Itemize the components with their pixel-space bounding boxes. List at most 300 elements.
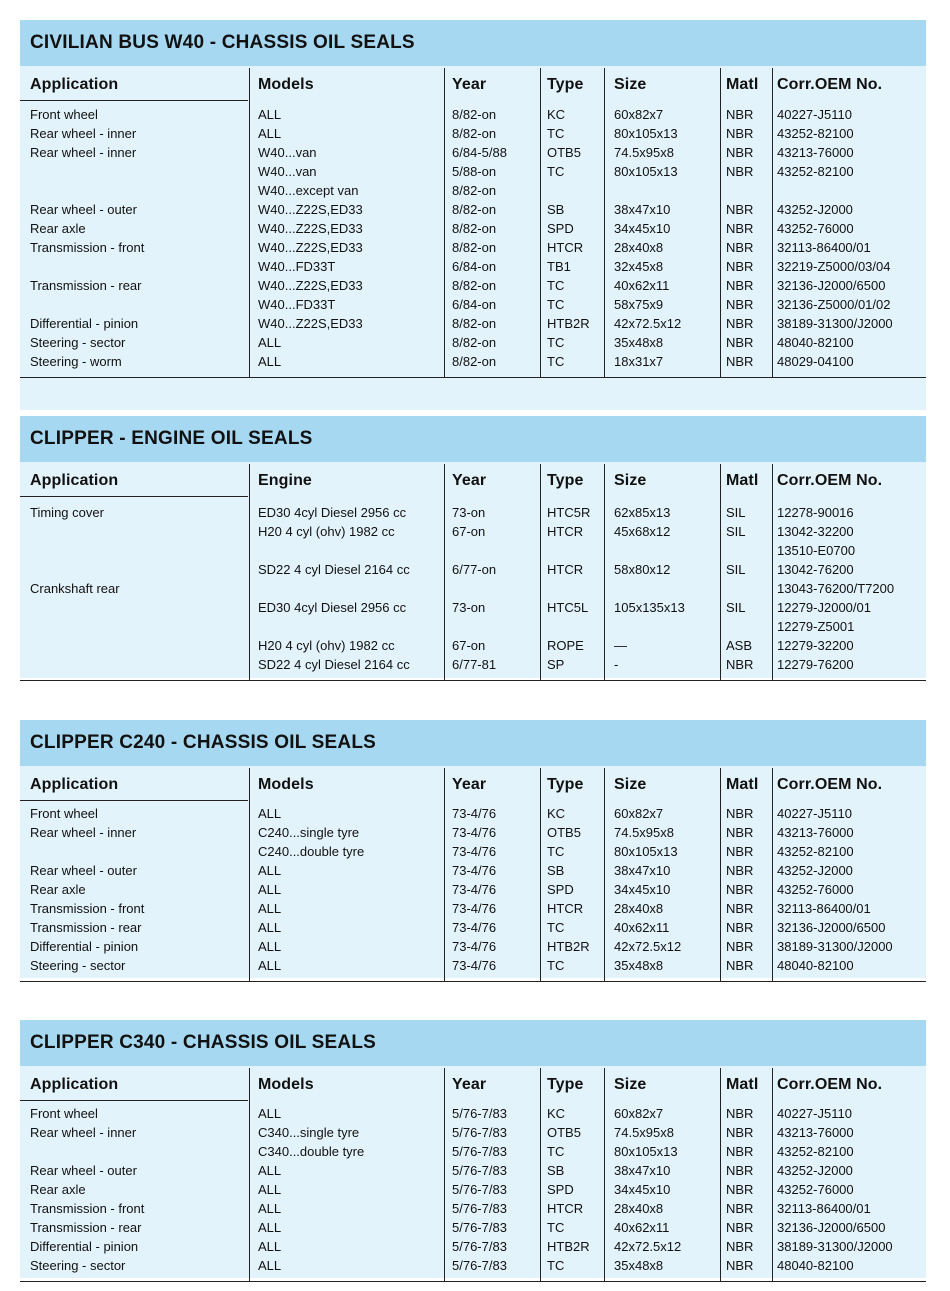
cell-app: Differential - pinion: [30, 939, 139, 954]
column-header-model: Models: [258, 76, 314, 93]
cell-model: W40...FD33T: [258, 297, 336, 312]
cell-year: 5/76-7/83: [452, 1201, 507, 1216]
cell-size: 38x47x10: [614, 202, 671, 217]
cell-type: HTC5L: [547, 600, 589, 615]
cell-matl: NBR: [726, 316, 754, 331]
cell-size: 32x45x8: [614, 259, 664, 274]
cell-size: —: [614, 638, 627, 653]
column-divider: [720, 464, 721, 680]
cell-size: 80x105x13: [614, 126, 678, 141]
cell-oem: 32136-J2000/6500: [777, 920, 886, 935]
table-bottom-rule: [20, 377, 926, 378]
cell-year: 5/76-7/83: [452, 1144, 507, 1159]
cell-app: Transmission - front: [30, 901, 145, 916]
cell-type: SPD: [547, 882, 574, 897]
cell-type: ROPE: [547, 638, 584, 653]
cell-matl: SIL: [726, 505, 746, 520]
cell-model: ALL: [258, 920, 282, 935]
column-header-matl: Matl: [726, 76, 759, 93]
cell-year: 5/76-7/83: [452, 1106, 507, 1121]
cell-model: W40...except van: [258, 183, 359, 198]
cell-oem: 48040-82100: [777, 335, 854, 350]
cell-model: W40...Z22S,ED33: [258, 278, 363, 293]
cell-model: H20 4 cyl (ohv) 1982 cc: [258, 524, 395, 539]
cell-year: 73-4/76: [452, 939, 497, 954]
cell-type: HTCR: [547, 562, 584, 577]
cell-app: Transmission - rear: [30, 278, 142, 293]
cell-size: 74.5x95x8: [614, 1125, 674, 1140]
cell-matl: NBR: [726, 354, 754, 369]
column-divider: [772, 1068, 773, 1281]
cell-model: ALL: [258, 1163, 282, 1178]
cell-type: TC: [547, 920, 565, 935]
cell-model: SD22 4 cyl Diesel 2164 cc: [258, 562, 410, 577]
cell-matl: NBR: [726, 164, 754, 179]
cell-app: Crankshaft rear: [30, 581, 120, 596]
cell-model: ED30 4cyl Diesel 2956 cc: [258, 600, 407, 615]
cell-year: 8/82-on: [452, 126, 497, 141]
cell-matl: NBR: [726, 335, 754, 350]
cell-size: 40x62x11: [614, 920, 670, 935]
cell-type: SP: [547, 657, 565, 672]
cell-matl: NBR: [726, 126, 754, 141]
cell-type: SB: [547, 863, 565, 878]
cell-matl: NBR: [726, 221, 754, 236]
cell-year: 73-4/76: [452, 882, 497, 897]
cell-year: 8/82-on: [452, 278, 497, 293]
column-divider: [720, 1068, 721, 1281]
cell-type: HTB2R: [547, 939, 590, 954]
cell-type: OTB5: [547, 145, 581, 160]
cell-model: C240...single tyre: [258, 825, 360, 840]
cell-model: ALL: [258, 939, 282, 954]
column-header-year: Year: [452, 472, 487, 489]
cell-size: 28x40x8: [614, 240, 664, 255]
cell-size: 40x62x11: [614, 278, 670, 293]
column-header-type: Type: [547, 1076, 584, 1093]
column-divider: [604, 464, 605, 680]
cell-model: ALL: [258, 901, 282, 916]
cell-model: ALL: [258, 1258, 282, 1273]
cell-type: OTB5: [547, 825, 581, 840]
cell-year: 5/76-7/83: [452, 1182, 507, 1197]
cell-year: 5/76-7/83: [452, 1163, 507, 1178]
cell-model: W40...FD33T: [258, 259, 336, 274]
cell-model: W40...Z22S,ED33: [258, 316, 363, 331]
column-header-type: Type: [547, 776, 584, 793]
cell-app: Rear wheel - inner: [30, 1125, 137, 1140]
cell-year: 8/82-on: [452, 354, 497, 369]
section-title: CLIPPER C240 - CHASSIS OIL SEALS: [20, 720, 926, 766]
cell-oem: 12279-32200: [777, 638, 854, 653]
cell-oem: 32113-86400/01: [777, 240, 871, 255]
table-bottom-rule: [20, 1281, 926, 1282]
cell-year: 73-4/76: [452, 825, 497, 840]
cell-model: SD22 4 cyl Diesel 2164 cc: [258, 657, 410, 672]
cell-oem: 48040-82100: [777, 958, 854, 973]
cell-app: Rear wheel - inner: [30, 825, 137, 840]
cell-app: Transmission - front: [30, 1201, 145, 1216]
cell-type: OTB5: [547, 1125, 581, 1140]
cell-oem: 43252-J2000: [777, 863, 853, 878]
cell-oem: 48040-82100: [777, 1258, 854, 1273]
table-bottom-rule: [20, 981, 926, 982]
cell-year: 5/76-7/83: [452, 1258, 507, 1273]
cell-model: ALL: [258, 1106, 282, 1121]
cell-app: Rear wheel - outer: [30, 863, 137, 878]
column-header-size: Size: [614, 472, 647, 489]
cell-type: HTC5R: [547, 505, 591, 520]
column-divider: [604, 768, 605, 981]
column-divider: [772, 464, 773, 680]
column-divider: [444, 68, 445, 377]
cell-size: 80x105x13: [614, 1144, 678, 1159]
column-divider: [249, 768, 250, 981]
header-rule: [20, 800, 248, 801]
cell-app: Transmission - rear: [30, 920, 142, 935]
cell-size: -: [614, 657, 619, 672]
column-header-oem: Corr.OEM No.: [777, 776, 883, 793]
cell-model: ALL: [258, 107, 282, 122]
cell-size: 42x72.5x12: [614, 1239, 682, 1254]
cell-oem: 32136-Z5000/01/02: [777, 297, 891, 312]
cell-year: 8/82-on: [452, 202, 497, 217]
cell-year: 8/82-on: [452, 183, 497, 198]
cell-year: 8/82-on: [452, 335, 497, 350]
cell-type: TC: [547, 335, 565, 350]
cell-matl: NBR: [726, 806, 754, 821]
cell-year: 6/84-on: [452, 297, 497, 312]
cell-matl: ASB: [726, 638, 753, 653]
cell-type: TC: [547, 126, 565, 141]
cell-model: ALL: [258, 354, 282, 369]
column-header-type: Type: [547, 76, 584, 93]
cell-size: 80x105x13: [614, 844, 678, 859]
column-divider: [720, 68, 721, 377]
cell-year: 73-on: [452, 505, 486, 520]
cell-model: W40...van: [258, 145, 317, 160]
cell-matl: NBR: [726, 107, 754, 122]
column-divider: [604, 1068, 605, 1281]
column-divider: [249, 68, 250, 377]
cell-year: 8/82-on: [452, 316, 497, 331]
cell-oem: 38189-31300/J2000: [777, 316, 893, 331]
cell-size: 45x68x12: [614, 524, 671, 539]
cell-type: HTB2R: [547, 1239, 590, 1254]
cell-oem: 32113-86400/01: [777, 1201, 871, 1216]
cell-type: HTCR: [547, 901, 584, 916]
section-civilian-bus-w40-chassis-oil-seals: [20, 20, 926, 410]
cell-matl: NBR: [726, 1220, 754, 1235]
cell-oem: 38189-31300/J2000: [777, 1239, 893, 1254]
cell-model: ALL: [258, 335, 282, 350]
column-divider: [540, 768, 541, 981]
cell-oem: 13043-76200/T7200: [777, 581, 895, 596]
cell-app: Differential - pinion: [30, 1239, 139, 1254]
cell-oem: 43252-76000: [777, 221, 854, 236]
cell-size: 34x45x10: [614, 1182, 671, 1197]
cell-oem: 43252-82100: [777, 1144, 854, 1159]
column-header-matl: Matl: [726, 1076, 759, 1093]
cell-year: 5/76-7/83: [452, 1220, 507, 1235]
cell-oem: 40227-J5110: [777, 1106, 852, 1121]
column-divider: [540, 464, 541, 680]
cell-year: 73-4/76: [452, 844, 497, 859]
header-rule: [20, 100, 248, 101]
column-divider: [444, 1068, 445, 1281]
cell-app: Timing cover: [30, 505, 104, 520]
section-title: CIVILIAN BUS W40 - CHASSIS OIL SEALS: [20, 20, 926, 66]
column-divider: [772, 768, 773, 981]
cell-matl: NBR: [726, 145, 754, 160]
cell-model: ALL: [258, 958, 282, 973]
cell-size: 62x85x13: [614, 505, 671, 520]
cell-matl: NBR: [726, 278, 754, 293]
column-header-app: Application: [30, 1076, 119, 1093]
cell-type: HTCR: [547, 1201, 584, 1216]
cell-matl: NBR: [726, 1144, 754, 1159]
cell-size: 38x47x10: [614, 1163, 671, 1178]
cell-matl: NBR: [726, 844, 754, 859]
column-header-size: Size: [614, 76, 647, 93]
section-clipper-engine-oil-seals: [20, 416, 926, 678]
cell-model: C240...double tyre: [258, 844, 365, 859]
cell-matl: NBR: [726, 1182, 754, 1197]
column-divider: [444, 464, 445, 680]
cell-size: 34x45x10: [614, 221, 671, 236]
column-divider: [444, 768, 445, 981]
cell-oem: 12279-J2000/01: [777, 600, 871, 615]
column-header-oem: Corr.OEM No.: [777, 472, 883, 489]
section-title: CLIPPER C340 - CHASSIS OIL SEALS: [20, 1020, 926, 1066]
cell-model: ALL: [258, 806, 282, 821]
cell-app: Front wheel: [30, 1106, 98, 1121]
section-title: CLIPPER - ENGINE OIL SEALS: [20, 416, 926, 462]
header-rule: [20, 496, 248, 497]
cell-oem: 13042-76200: [777, 562, 854, 577]
column-header-oem: Corr.OEM No.: [777, 76, 883, 93]
cell-matl: NBR: [726, 901, 754, 916]
cell-oem: 43252-76000: [777, 882, 854, 897]
cell-size: 74.5x95x8: [614, 145, 674, 160]
column-header-model: Models: [258, 776, 314, 793]
cell-oem: 43252-J2000: [777, 202, 853, 217]
column-divider: [772, 68, 773, 377]
cell-matl: NBR: [726, 1258, 754, 1273]
cell-year: 73-4/76: [452, 958, 497, 973]
cell-oem: 43252-82100: [777, 126, 854, 141]
cell-matl: NBR: [726, 863, 754, 878]
column-header-oem: Corr.OEM No.: [777, 1076, 883, 1093]
cell-type: SPD: [547, 1182, 574, 1197]
cell-type: KC: [547, 1106, 566, 1121]
cell-oem: 32136-J2000/6500: [777, 1220, 886, 1235]
cell-type: TC: [547, 844, 565, 859]
cell-year: 67-on: [452, 524, 486, 539]
cell-matl: NBR: [726, 1106, 754, 1121]
cell-year: 73-4/76: [452, 806, 497, 821]
cell-matl: NBR: [726, 1163, 754, 1178]
cell-oem: 43213-76000: [777, 1125, 854, 1140]
cell-year: 6/77-81: [452, 657, 497, 672]
cell-size: 60x82x7: [614, 806, 664, 821]
cell-type: SPD: [547, 221, 574, 236]
cell-type: KC: [547, 107, 566, 122]
cell-year: 8/82-on: [452, 240, 497, 255]
column-header-year: Year: [452, 776, 487, 793]
cell-year: 5/76-7/83: [452, 1239, 507, 1254]
cell-matl: NBR: [726, 1125, 754, 1140]
cell-year: 73-on: [452, 600, 486, 615]
cell-year: 73-4/76: [452, 920, 497, 935]
cell-type: TC: [547, 297, 565, 312]
cell-type: TC: [547, 1220, 565, 1235]
column-header-app: Application: [30, 472, 119, 489]
column-divider: [720, 768, 721, 981]
cell-size: 60x82x7: [614, 107, 664, 122]
cell-model: ALL: [258, 1201, 282, 1216]
cell-size: 38x47x10: [614, 863, 671, 878]
cell-app: Transmission - rear: [30, 1220, 142, 1235]
cell-oem: 43213-76000: [777, 145, 854, 160]
section-clipper-c340-chassis-oil-seals: [20, 1020, 926, 1278]
cell-size: 74.5x95x8: [614, 825, 674, 840]
cell-model: C340...single tyre: [258, 1125, 360, 1140]
cell-matl: NBR: [726, 297, 754, 312]
cell-size: 58x75x9: [614, 297, 664, 312]
cell-type: TC: [547, 164, 565, 179]
cell-type: TB1: [547, 259, 571, 274]
cell-oem: 43213-76000: [777, 825, 854, 840]
cell-year: 67-on: [452, 638, 486, 653]
cell-app: Steering - sector: [30, 958, 126, 973]
cell-model: W40...Z22S,ED33: [258, 202, 363, 217]
cell-matl: NBR: [726, 1239, 754, 1254]
cell-app: Steering - sector: [30, 1258, 126, 1273]
cell-matl: NBR: [726, 259, 754, 274]
cell-oem: 32219-Z5000/03/04: [777, 259, 891, 274]
column-divider: [540, 68, 541, 377]
cell-model: ALL: [258, 882, 282, 897]
cell-year: 5/76-7/83: [452, 1125, 507, 1140]
cell-app: Rear wheel - inner: [30, 145, 137, 160]
cell-type: TC: [547, 278, 565, 293]
cell-app: Front wheel: [30, 806, 98, 821]
column-header-year: Year: [452, 1076, 487, 1093]
cell-year: 73-4/76: [452, 863, 497, 878]
cell-size: 28x40x8: [614, 1201, 664, 1216]
column-header-matl: Matl: [726, 472, 759, 489]
column-header-app: Application: [30, 76, 119, 93]
cell-matl: NBR: [726, 1201, 754, 1216]
cell-app: Front wheel: [30, 107, 98, 122]
cell-type: SB: [547, 202, 565, 217]
cell-model: H20 4 cyl (ohv) 1982 cc: [258, 638, 395, 653]
cell-app: Rear axle: [30, 221, 86, 236]
cell-year: 73-4/76: [452, 901, 497, 916]
cell-size: 60x82x7: [614, 1106, 664, 1121]
cell-type: TC: [547, 354, 565, 369]
cell-size: 42x72.5x12: [614, 316, 682, 331]
cell-matl: NBR: [726, 202, 754, 217]
cell-size: 18x31x7: [614, 354, 664, 369]
cell-oem: 13042-32200: [777, 524, 854, 539]
column-header-year: Year: [452, 76, 487, 93]
cell-type: KC: [547, 806, 566, 821]
cell-model: ALL: [258, 126, 282, 141]
cell-matl: NBR: [726, 939, 754, 954]
cell-oem: 12279-76200: [777, 657, 854, 672]
cell-model: ALL: [258, 1220, 282, 1235]
cell-type: TC: [547, 1258, 565, 1273]
cell-app: Rear wheel - outer: [30, 202, 137, 217]
cell-size: 35x48x8: [614, 958, 664, 973]
cell-oem: 43252-82100: [777, 164, 854, 179]
cell-matl: SIL: [726, 600, 746, 615]
cell-oem: 48029-04100: [777, 354, 854, 369]
cell-oem: 32136-J2000/6500: [777, 278, 886, 293]
table-bottom-rule: [20, 680, 926, 681]
cell-oem: 32113-86400/01: [777, 901, 871, 916]
cell-model: W40...Z22S,ED33: [258, 240, 363, 255]
cell-app: Steering - sector: [30, 335, 126, 350]
cell-oem: 43252-82100: [777, 844, 854, 859]
cell-size: 35x48x8: [614, 1258, 664, 1273]
column-divider: [249, 1068, 250, 1281]
cell-size: 80x105x13: [614, 164, 678, 179]
column-header-model: Models: [258, 1076, 314, 1093]
cell-size: 28x40x8: [614, 901, 664, 916]
cell-app: Steering - worm: [30, 354, 122, 369]
cell-year: 6/77-on: [452, 562, 497, 577]
cell-oem: 43252-76000: [777, 1182, 854, 1197]
cell-matl: NBR: [726, 657, 754, 672]
cell-year: 6/84-on: [452, 259, 497, 274]
column-divider: [249, 464, 250, 680]
column-header-matl: Matl: [726, 776, 759, 793]
cell-matl: NBR: [726, 920, 754, 935]
cell-type: HTB2R: [547, 316, 590, 331]
cell-model: ALL: [258, 863, 282, 878]
section-clipper-c240-chassis-oil-seals: [20, 720, 926, 978]
column-header-size: Size: [614, 1076, 647, 1093]
cell-size: 40x62x11: [614, 1220, 670, 1235]
cell-matl: NBR: [726, 240, 754, 255]
cell-type: HTCR: [547, 524, 584, 539]
cell-app: Rear axle: [30, 1182, 86, 1197]
cell-matl: SIL: [726, 524, 746, 539]
column-header-type: Type: [547, 472, 584, 489]
cell-year: 8/82-on: [452, 221, 497, 236]
cell-model: C340...double tyre: [258, 1144, 365, 1159]
cell-oem: 43252-J2000: [777, 1163, 853, 1178]
cell-oem: 40227-J5110: [777, 107, 852, 122]
cell-app: Rear wheel - outer: [30, 1163, 137, 1178]
cell-oem: 13510-E0700: [777, 543, 856, 558]
cell-type: TC: [547, 1144, 565, 1159]
cell-oem: 40227-J5110: [777, 806, 852, 821]
cell-size: 35x48x8: [614, 335, 664, 350]
column-header-app: Application: [30, 776, 119, 793]
column-divider: [540, 1068, 541, 1281]
cell-type: HTCR: [547, 240, 584, 255]
column-header-model: Engine: [258, 472, 312, 489]
cell-matl: SIL: [726, 562, 746, 577]
cell-oem: 38189-31300/J2000: [777, 939, 893, 954]
cell-app: Rear axle: [30, 882, 86, 897]
cell-oem: 12278-90016: [777, 505, 854, 520]
cell-oem: 12279-Z5001: [777, 619, 855, 634]
